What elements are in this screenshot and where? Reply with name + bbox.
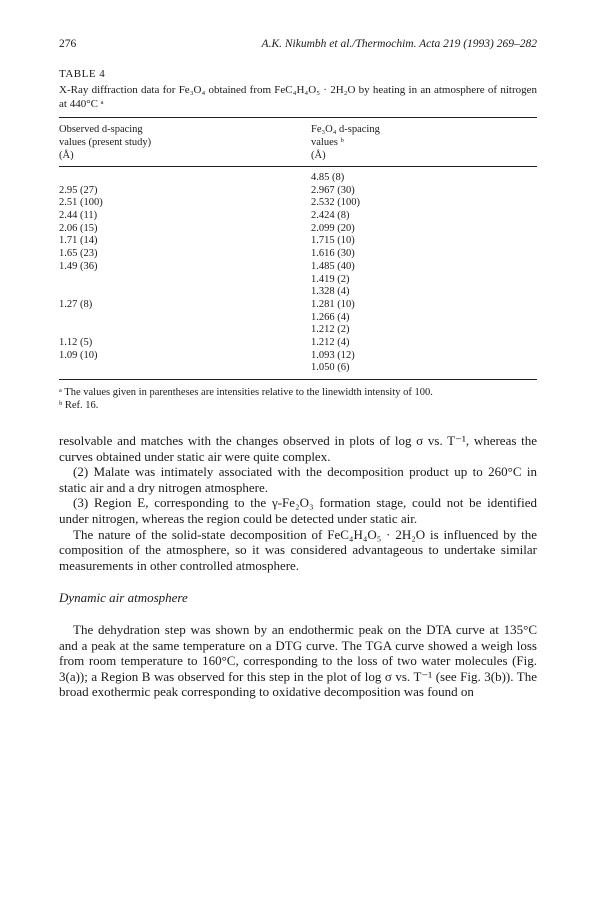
cell-reference: 1.266 (4) [311,311,350,323]
footnote-b: ᵇ Ref. 16. [59,400,99,411]
cell-reference: 1.485 (40) [311,260,355,272]
cell-reference: 2.424 (8) [311,210,350,222]
cell-reference: 1.093 (12) [311,349,355,361]
cell-reference: 2.099 (20) [311,222,355,234]
table-row [59,235,537,248]
cell-observed: 1.12 (5) [59,336,93,348]
column-header-line: Fe₃O₄ d-spacing [311,124,380,135]
cell-reference: 1.050 (6) [311,362,350,374]
column-header-line: (Å) [311,150,326,161]
table-footnotes [59,386,537,412]
cell-observed: 1.27 (8) [59,298,93,310]
cell-observed [59,172,311,185]
paragraph: The nature of the solid-state decomposition of FeC₄H₄O₅ · 2H₂O is influenced by the composition of the atmosphere, so it was considered advantageous to undertake similar measurements in other controlled atmosphere. [59,526,537,573]
column-header-line: Observed d-spacing [59,124,143,135]
cell-reference: 1.212 (2) [311,324,350,336]
table-header [59,118,537,166]
journal-page [59,38,537,700]
section-heading: Dynamic air atmosphere [59,590,188,606]
cell-observed: 1.65 (23) [59,248,98,260]
cell-observed [59,362,311,375]
table-label: TABLE 4 [59,68,106,80]
body-text [59,433,537,700]
column-header-observed [59,123,311,162]
table-row [59,362,537,375]
table-row [59,210,537,223]
table-row [59,223,537,236]
column-header-reference [311,123,537,162]
running-title: A.K. Nikumbh et al./Thermochim. Acta 219 (1993) 269–282 [261,38,537,50]
cell-reference: 1.328 (4) [311,286,350,298]
cell-observed [59,274,311,287]
table-row [59,185,537,198]
table-row [59,312,537,325]
cell-observed: 1.49 (36) [59,260,98,272]
paragraph: resolvable and matches with the changes observed in plots of log σ vs. T⁻¹, whereas the curves obtained under static air were quite complex. [59,433,537,464]
cell-reference: 1.616 (30) [311,248,355,260]
table-row [59,274,537,287]
paragraph: (3) Region E, corresponding to the γ-Fe₂O₃ formation stage, could not be identified under nitrogen, whereas the region could be detected under static air. [59,495,537,526]
cell-reference: 4.85 (8) [311,172,345,183]
column-header-line: values ᵇ [311,137,344,148]
cell-observed [59,312,311,325]
cell-observed: 2.06 (15) [59,222,98,234]
column-header-line: (Å) [59,150,74,161]
table-row [59,286,537,299]
footnote-a: ᵃ The values given in parentheses are intensities relative to the linewidth intensity of 100. [59,387,433,398]
table-row [59,172,537,185]
paragraph: The dehydration step was shown by an endothermic peak on the DTA curve at 135°C and a peak at the same temperature on a DTG curve. The TGA curve showed a weigh loss from room temperature to 160°C, corresponding to the loss of two water molecules (Fig. 3(a)); a Region B was observed for this step in the plot of log σ vs. T⁻¹ (see Fig. 3(b)). The broad exothermic peak corresponding to oxidative decomposition was found on [59,621,537,700]
cell-reference: 1.715 (10) [311,235,355,247]
cell-reference: 1.212 (4) [311,336,350,348]
table-row [59,197,537,210]
column-header-line: values (present study) [59,137,152,148]
cell-observed: 2.95 (27) [59,184,98,196]
table-row [59,299,537,312]
table-bottom-rule [59,379,537,380]
table-body [59,167,537,379]
cell-observed: 1.09 (10) [59,349,98,361]
table-row [59,261,537,274]
cell-observed: 1.71 (14) [59,235,98,247]
cell-observed: 2.51 (100) [59,197,103,209]
cell-reference: 2.967 (30) [311,184,355,196]
cell-observed: 2.44 (11) [59,210,98,222]
table-row [59,337,537,350]
running-header [59,38,537,54]
table-row [59,248,537,261]
table-row [59,350,537,363]
cell-reference: 1.281 (10) [311,298,355,310]
table-row [59,324,537,337]
table-caption: X-Ray diffraction data for Fe₃O₄ obtained from FeC₄H₄O₅ · 2H₂O by heating in an atmosphere of nitrogen at 440°C ᵃ [59,84,537,110]
cell-reference: 1.419 (2) [311,273,350,285]
page-number: 276 [59,38,77,50]
cell-observed [59,286,311,299]
cell-reference: 2.532 (100) [311,197,360,209]
paragraph: (2) Malate was intimately associated with the decomposition product up to 260°C in static air and a dry nitrogen atmosphere. [59,464,537,495]
cell-observed [59,324,311,337]
